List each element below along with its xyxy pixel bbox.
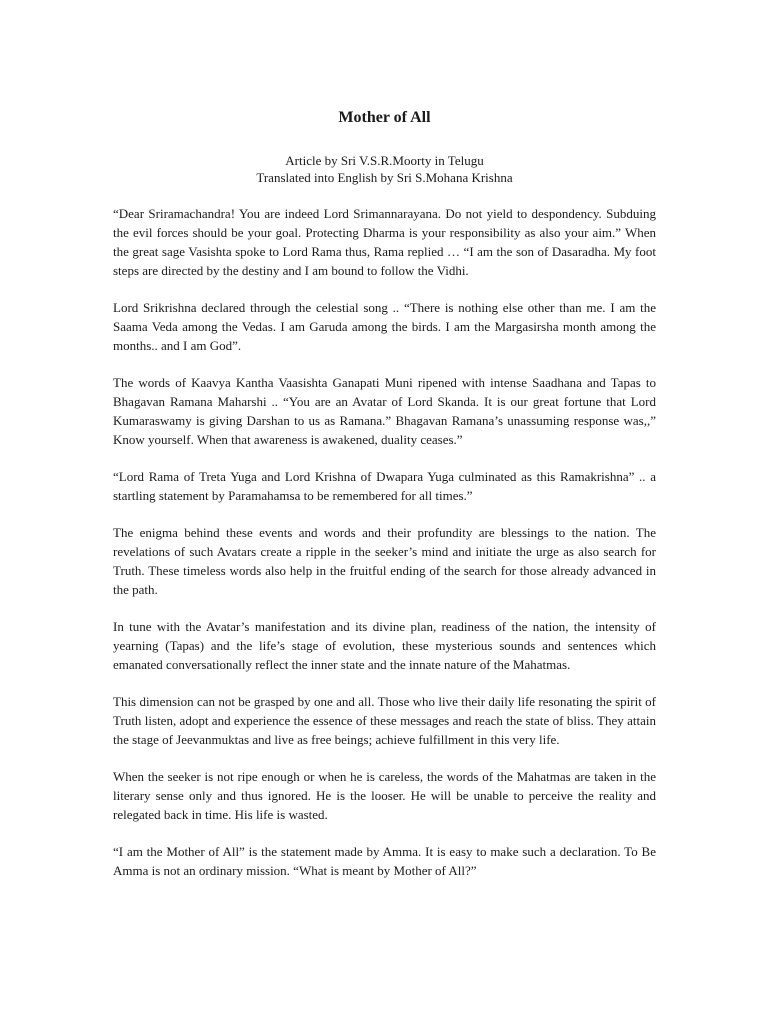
paragraph-3: The words of Kaavya Kantha Vaasishta Ganapati Muni ripened with intense Saadhana and Tapas to Bhagavan Ramana Maharshi .. “You are an Avatar of Lord Skanda. It is our great fortune that Lord Kumaraswamy is giving Darshan to us as Ramana.” Bhagavan Ramana’s unassuming response was,,” Know yourself. When that awareness is awakened, duality ceases.” — [113, 375, 656, 447]
paragraph-1: “Dear Sriramachandra! You are indeed Lord Srimannarayana. Do not yield to despondency. Subduing the evil forces should be your goal. Protecting Dharma is your responsibility as also your aim.” When the great sage Vasishta spoke to Lord Rama thus, Rama replied … “I am the son of Dasaradha. My foot steps are directed by the destiny and I am bound to follow the Vidhi. — [113, 206, 656, 278]
byline — [113, 152, 656, 186]
byline-author: Article by Sri V.S.R.Moorty in Telugu — [285, 153, 484, 168]
paragraph-9: “I am the Mother of All” is the statement made by Amma. It is easy to make such a declaration. To Be Amma is not an ordinary mission. “What is meant by Mother of All?” — [113, 844, 656, 878]
byline-translator: Translated into English by Sri S.Mohana Krishna — [256, 170, 513, 185]
document-page — [113, 108, 656, 898]
paragraph-8: When the seeker is not ripe enough or when he is careless, the words of the Mahatmas are taken in the literary sense only and thus ignored. He is the looser. He will be unable to perceive the reality and relegated back in time. His life is wasted. — [113, 769, 656, 822]
paragraph-6: In tune with the Avatar’s manifestation and its divine plan, readiness of the nation, the intensity of yearning (Tapas) and the life’s stage of evolution, these mysterious sounds and sentences which emanated conversationally reflect the inner state and the innate nature of the Mahatmas. — [113, 619, 656, 672]
paragraph-7: This dimension can not be grasped by one and all. Those who live their daily life resonating the spirit of Truth listen, adopt and experience the essence of these messages and reach the state of bliss. They attain the stage of Jeevanmuktas and live as free beings; achieve fulfillment in this very life. — [113, 694, 656, 747]
document-title: Mother of All — [338, 109, 431, 126]
paragraph-5: The enigma behind these events and words and their profundity are blessings to the nation. The revelations of such Avatars create a ripple in the seeker’s mind and initiate the urge as also search for Truth. These timeless words also help in the fruitful ending of the search for those already advanced in the path. — [113, 525, 656, 597]
paragraph-2: Lord Srikrishna declared through the celestial song .. “There is nothing else other than me. I am the Saama Veda among the Vedas. I am Garuda among the birds. I am the Margasirsha month among the months.. and I am God”. — [113, 300, 656, 353]
paragraph-4: “Lord Rama of Treta Yuga and Lord Krishna of Dwapara Yuga culminated as this Ramakrishna” .. a startling statement by Paramahamsa to be remembered for all times.” — [113, 469, 656, 503]
